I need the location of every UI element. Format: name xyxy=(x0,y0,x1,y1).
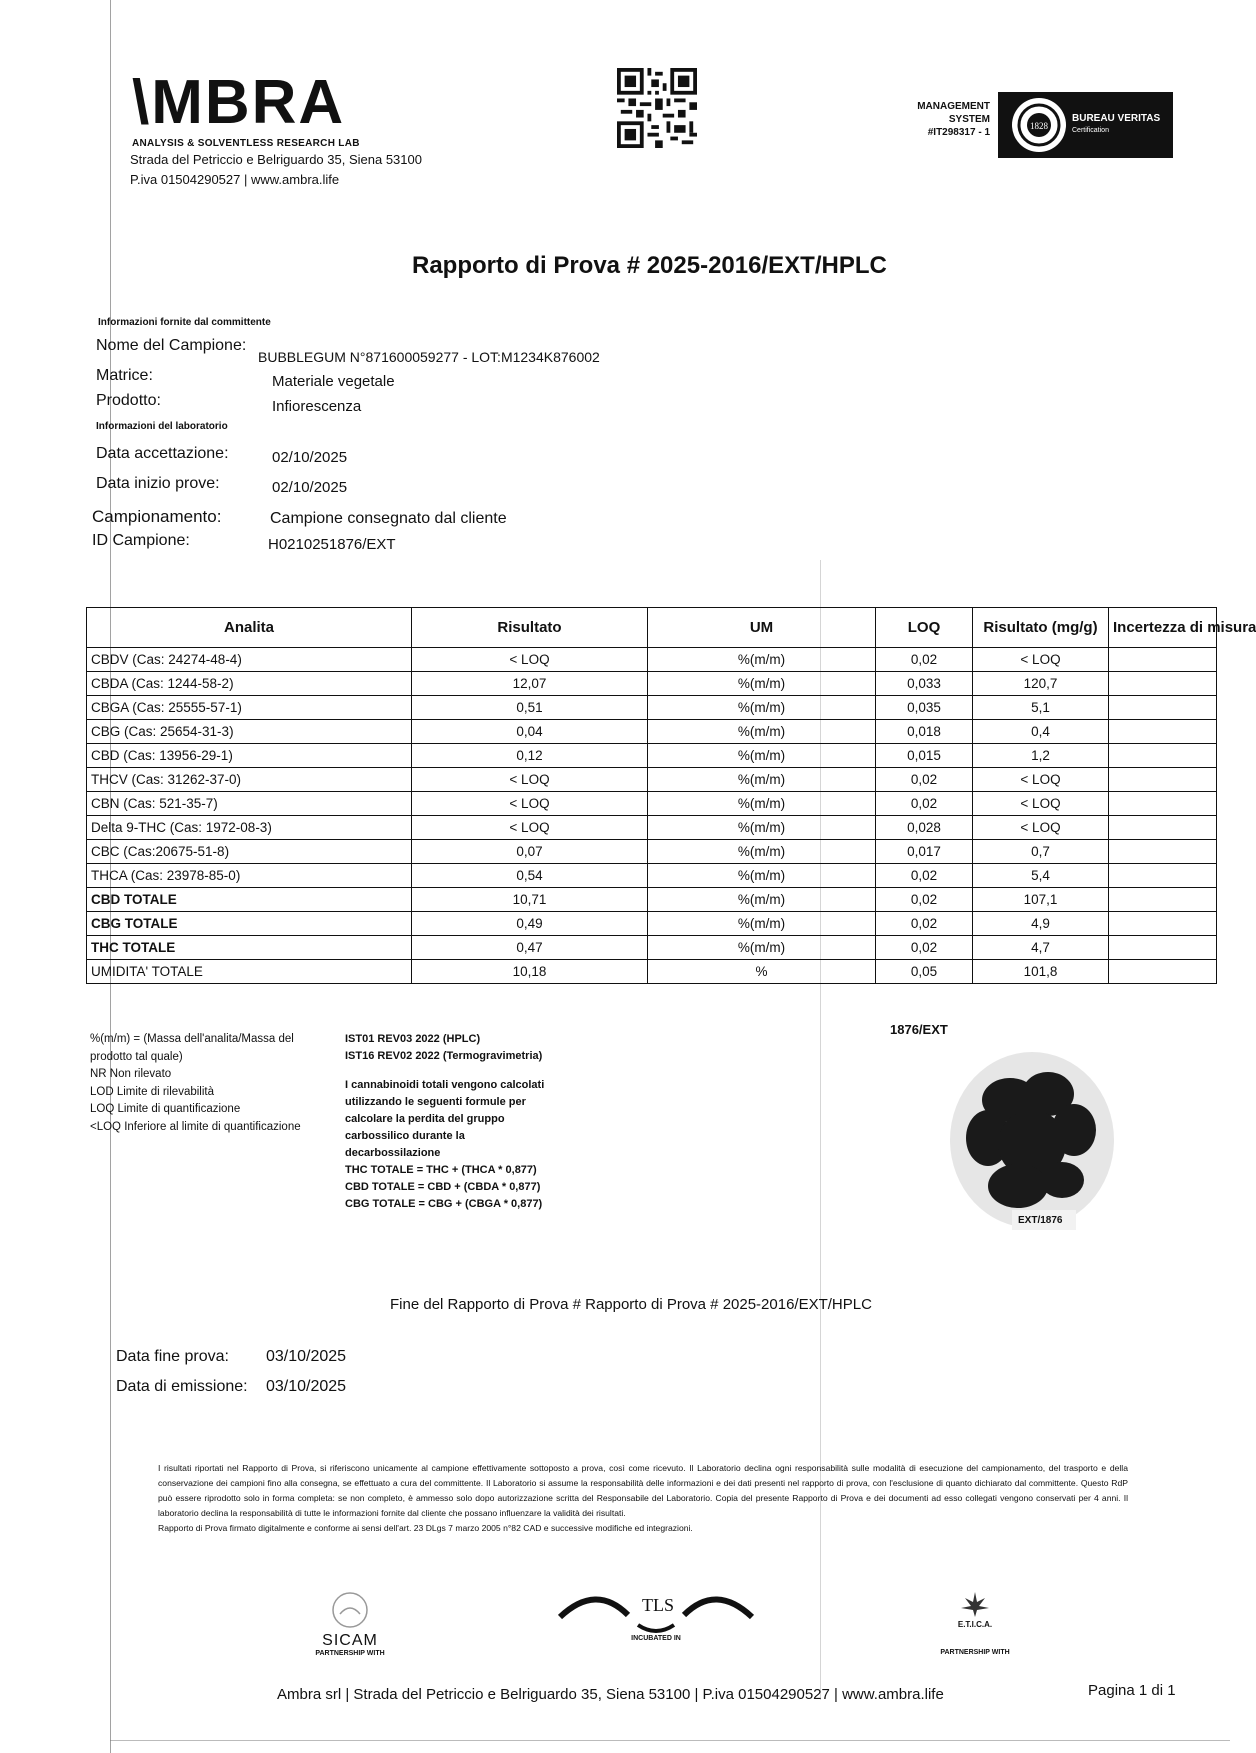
table-cell-risultato: 10,18 xyxy=(412,960,648,984)
table-row xyxy=(87,912,1217,936)
table-cell-loq: 0,02 xyxy=(876,792,973,816)
table-cell-inc xyxy=(1109,912,1217,936)
table-cell-loq: 0,033 xyxy=(876,672,973,696)
table-cell-analita: THCV (Cas: 31262-37-0) xyxy=(87,768,412,792)
table-cell-analita: CBD (Cas: 13956-29-1) xyxy=(87,744,412,768)
table-row xyxy=(87,960,1217,984)
table-cell-inc xyxy=(1109,840,1217,864)
table-cell-loq: 0,035 xyxy=(876,696,973,720)
partner-caption: INCUBATED IN xyxy=(631,1635,681,1642)
table-cell-mg: 1,2 xyxy=(973,744,1109,768)
table-cell-analita: UMIDITA' TOTALE xyxy=(87,960,412,984)
partner-caption: PARTNERSHIP WITH xyxy=(940,1649,1010,1656)
table-cell-analita: CBC (Cas:20675-51-8) xyxy=(87,840,412,864)
table-cell-analita: CBDA (Cas: 1244-58-2) xyxy=(87,672,412,696)
table-cell-um: %(m/m) xyxy=(648,792,876,816)
method-line: IST16 REV02 2022 (Termogravimetria) xyxy=(345,1050,543,1062)
table-cell-um: %(m/m) xyxy=(648,696,876,720)
table-cell-mg: 107,1 xyxy=(973,888,1109,912)
table-row xyxy=(87,672,1217,696)
table-cell-um: %(m/m) xyxy=(648,936,876,960)
table-cell-inc xyxy=(1109,960,1217,984)
table-cell-risultato: < LOQ xyxy=(412,816,648,840)
table-cell-um: % xyxy=(648,960,876,984)
table-cell-um: %(m/m) xyxy=(648,816,876,840)
formula-intro: utilizzando le seguenti formule per xyxy=(345,1096,526,1108)
table-cell-loq: 0,02 xyxy=(876,936,973,960)
col-header-incertezza: Incertezza di misura xyxy=(1109,608,1217,648)
partner-caption: PARTNERSHIP WITH xyxy=(315,1650,385,1657)
col-header-analita: Analita xyxy=(87,608,412,648)
table-row xyxy=(87,840,1217,864)
end-test-date-label: Data fine prova: xyxy=(116,1348,229,1365)
table-cell-mg: 4,7 xyxy=(973,936,1109,960)
page-footer: Ambra srl | Strada del Petriccio e Belriguardo 35, Siena 53100 | P.iva 01504290527 | www.ambra.life xyxy=(277,1686,944,1703)
table-cell-inc xyxy=(1109,768,1217,792)
table-cell-risultato: 12,07 xyxy=(412,672,648,696)
table-row xyxy=(87,864,1217,888)
acceptance-date-label: Data accettazione: xyxy=(96,445,229,462)
table-cell-risultato: 0,12 xyxy=(412,744,648,768)
table-cell-inc xyxy=(1109,744,1217,768)
table-cell-loq: 0,015 xyxy=(876,744,973,768)
col-header-um: UM xyxy=(648,608,876,648)
table-cell-mg: < LOQ xyxy=(973,816,1109,840)
table-cell-mg: 5,4 xyxy=(973,864,1109,888)
certifier-name: BUREAU VERITAS xyxy=(1072,113,1161,124)
table-cell-loq: 0,018 xyxy=(876,720,973,744)
vat-line: P.iva 01504290527 | www.ambra.life xyxy=(130,172,340,187)
table-cell-analita: CBDV (Cas: 24274-48-4) xyxy=(87,648,412,672)
partner-name: TLS xyxy=(642,1595,675,1615)
table-cell-mg: < LOQ xyxy=(973,648,1109,672)
end-dates xyxy=(116,1342,346,1402)
units-legend: %(m/m) = (Massa dell'analita/Massa del prodotto tal quale) NR Non rilevato LOD Limite di rilevabilità LOQ Limite di quantificazione <LOQ Inferiore al limite di quantificazione xyxy=(90,1033,301,1133)
formula: CBD TOTALE = CBD + (CBDA * 0,877) xyxy=(345,1181,541,1193)
certifier-sub: Certification xyxy=(1072,127,1109,134)
table-cell-loq: 0,017 xyxy=(876,840,973,864)
table-cell-analita: CBGA (Cas: 25555-57-1) xyxy=(87,696,412,720)
table-cell-loq: 0,02 xyxy=(876,648,973,672)
etica-logo-icon xyxy=(955,1590,995,1618)
table-cell-risultato: 0,49 xyxy=(412,912,648,936)
formula-intro: decarbossilazione xyxy=(345,1147,441,1159)
table-row xyxy=(87,816,1217,840)
table-cell-risultato: < LOQ xyxy=(412,792,648,816)
end-of-report-line: Fine del Rapporto di Prova # Rapporto di Prova # 2025-2016/EXT/HPLC xyxy=(390,1296,872,1313)
table-cell-um: %(m/m) xyxy=(648,672,876,696)
table-cell-mg: 5,1 xyxy=(973,696,1109,720)
table-cell-risultato: 10,71 xyxy=(412,888,648,912)
table-row xyxy=(87,648,1217,672)
table-row xyxy=(87,720,1217,744)
table-cell-analita: CBG TOTALE xyxy=(87,912,412,936)
svg-text:1828: 1828 xyxy=(1030,121,1048,131)
sampling-value: Campione consegnato dal cliente xyxy=(270,510,507,527)
table-row xyxy=(87,768,1217,792)
test-start-date-value: 02/10/2025 xyxy=(272,479,348,496)
table-row xyxy=(87,744,1217,768)
table-cell-loq: 0,05 xyxy=(876,960,973,984)
product-value: Infiorescenza xyxy=(272,398,362,415)
table-cell-um: %(m/m) xyxy=(648,720,876,744)
table-cell-risultato: 0,04 xyxy=(412,720,648,744)
partner-etica xyxy=(925,1590,1025,1656)
lab-address xyxy=(130,150,422,190)
table-cell-risultato: < LOQ xyxy=(412,768,648,792)
col-header-risultato: Risultato xyxy=(412,608,648,648)
table-cell-loq: 0,028 xyxy=(876,816,973,840)
partner-sicam xyxy=(300,1590,400,1657)
table-cell-mg: 4,9 xyxy=(973,912,1109,936)
formula-intro: carbossilico durante la xyxy=(345,1130,465,1142)
sicam-logo-icon xyxy=(330,1590,370,1630)
table-cell-mg: 120,7 xyxy=(973,672,1109,696)
table-row xyxy=(87,936,1217,960)
acceptance-date-value: 02/10/2025 xyxy=(272,449,348,466)
col-header-risultato-mg: Risultato (mg/g) xyxy=(973,608,1109,648)
partner-tls xyxy=(556,1585,756,1642)
table-cell-loq: 0,02 xyxy=(876,912,973,936)
table-cell-risultato: 0,54 xyxy=(412,864,648,888)
lab-logo xyxy=(132,68,360,149)
table-row xyxy=(87,696,1217,720)
sample-photo-caption: 1876/EXT xyxy=(890,1022,948,1037)
table-cell-um: %(m/m) xyxy=(648,864,876,888)
method-line: IST01 REV03 2022 (HPLC) xyxy=(345,1033,481,1045)
matrix-value: Materiale vegetale xyxy=(272,373,395,390)
issue-date-value: 03/10/2025 xyxy=(266,1378,347,1395)
sampling-label: Campionamento: xyxy=(92,507,222,526)
table-cell-analita: CBG (Cas: 25654-31-3) xyxy=(87,720,412,744)
table-cell-analita: THC TOTALE xyxy=(87,936,412,960)
sample-name-label: Nome del Campione: xyxy=(96,337,247,354)
table-cell-um: %(m/m) xyxy=(648,912,876,936)
end-test-date-value: 03/10/2025 xyxy=(266,1348,347,1365)
table-cell-mg: < LOQ xyxy=(973,768,1109,792)
sample-id-value: H0210251876/EXT xyxy=(268,536,396,553)
table-cell-um: %(m/m) xyxy=(648,744,876,768)
test-start-date-label: Data inizio prove: xyxy=(96,475,220,492)
partner-name: SICAM xyxy=(322,1632,378,1649)
table-cell-mg: < LOQ xyxy=(973,792,1109,816)
matrix-label: Matrice: xyxy=(96,367,153,384)
table-cell-um: %(m/m) xyxy=(648,840,876,864)
table-row xyxy=(87,792,1217,816)
table-cell-um: %(m/m) xyxy=(648,648,876,672)
page-number: Pagina 1 di 1 xyxy=(1088,1682,1176,1699)
logo-wordmark: \MBRA xyxy=(132,68,346,137)
table-cell-inc xyxy=(1109,648,1217,672)
table-cell-inc xyxy=(1109,936,1217,960)
table-header-row xyxy=(87,608,1217,648)
methods-block xyxy=(345,1031,544,1213)
table-cell-um: %(m/m) xyxy=(648,768,876,792)
table-cell-loq: 0,02 xyxy=(876,888,973,912)
table-cell-inc xyxy=(1109,816,1217,840)
lab-info-heading: Informazioni del laboratorio xyxy=(96,421,228,432)
table-cell-inc xyxy=(1109,672,1217,696)
issue-date-label: Data di emissione: xyxy=(116,1378,248,1395)
table-cell-risultato: < LOQ xyxy=(412,648,648,672)
management-system-label: MANAGEMENT SYSTEM #IT298317 - 1 xyxy=(917,101,990,138)
report-title: Rapporto di Prova # 2025-2016/EXT/HPLC xyxy=(412,252,887,279)
logo-subtitle: ANALYSIS & SOLVENTLESS RESEARCH LAB xyxy=(132,138,360,149)
sample-name-value: BUBBLEGUM N°871600059277 - LOT:M1234K876002 xyxy=(258,349,600,365)
table-cell-risultato: 0,47 xyxy=(412,936,648,960)
product-label: Prodotto: xyxy=(96,392,161,409)
certification-seal-icon xyxy=(1012,98,1066,152)
table-cell-loq: 0,02 xyxy=(876,768,973,792)
partner-name: E.T.I.C.A. xyxy=(957,1620,993,1629)
formula-intro: calcolare la perdita del gruppo xyxy=(345,1113,505,1125)
sample-photo-label: EXT/1876 xyxy=(1018,1215,1063,1226)
formula-intro: I cannabinoidi totali vengono calcolati xyxy=(345,1079,545,1091)
qr-code xyxy=(617,68,697,153)
table-cell-inc xyxy=(1109,864,1217,888)
bureau-veritas-badge xyxy=(998,92,1173,158)
col-header-loq: LOQ xyxy=(876,608,973,648)
address-line: Strada del Petriccio e Belriguardo 35, Siena 53100 xyxy=(130,152,422,167)
table-cell-inc xyxy=(1109,792,1217,816)
legal-disclaimer: I risultati riportati nel Rapporto di Prova, si riferiscono unicamente al campione effettivamente sottoposto a prova, così come ricevuto. Il Laboratorio declina ogni responsabilità sulle modalità di esecuzione del campionamento, del trasporto e della conservazione dei campioni fino alla consegna, se effettuato a cura del committente. Il Laboratorio si assume la responsabilità delle informazioni e dei dati presenti nel rapporto di prova, con l'esclusione di quanto dichiarato dal committente. Questo RdP può essere riprodotto solo in forma completa: se non completo, è ammesso solo dopo autorizzazione scritta del Responsabile del Laboratorio. Copia del presente Rapporto di Prova e dei documenti ad esso collegati vengono conservati per 4 anni. Il laboratorio declina la responsabilità di tutte le informazioni fornite dal cliente che possano influenzare la validità dei risultati. Rapporto di Prova firmato digitalmente e conforme ai sensi dell'art. 23 DLgs 7 marzo 2005 n°82 CAD e successive modifiche ed integrazioni. xyxy=(158,1463,1128,1533)
table-row xyxy=(87,888,1217,912)
table-cell-inc xyxy=(1109,888,1217,912)
table-cell-inc xyxy=(1109,720,1217,744)
table-cell-analita: CBN (Cas: 521-35-7) xyxy=(87,792,412,816)
client-info-heading: Informazioni fornite dal committente xyxy=(98,317,271,328)
results-table xyxy=(86,607,1256,984)
scan-artifact-line xyxy=(110,1740,1230,1741)
formula: CBG TOTALE = CBG + (CBGA * 0,877) xyxy=(345,1198,543,1210)
table-cell-analita: CBD TOTALE xyxy=(87,888,412,912)
table-cell-risultato: 0,07 xyxy=(412,840,648,864)
table-cell-risultato: 0,51 xyxy=(412,696,648,720)
table-cell-um: %(m/m) xyxy=(648,888,876,912)
table-cell-loq: 0,02 xyxy=(876,864,973,888)
table-cell-analita: THCA (Cas: 23978-85-0) xyxy=(87,864,412,888)
sample-id-label: ID Campione: xyxy=(92,532,190,549)
table-cell-mg: 0,4 xyxy=(973,720,1109,744)
table-cell-analita: Delta 9-THC (Cas: 1972-08-3) xyxy=(87,816,412,840)
table-cell-inc xyxy=(1109,696,1217,720)
formula: THC TOTALE = THC + (THCA * 0,877) xyxy=(345,1164,537,1176)
table-cell-mg: 0,7 xyxy=(973,840,1109,864)
table-cell-mg: 101,8 xyxy=(973,960,1109,984)
